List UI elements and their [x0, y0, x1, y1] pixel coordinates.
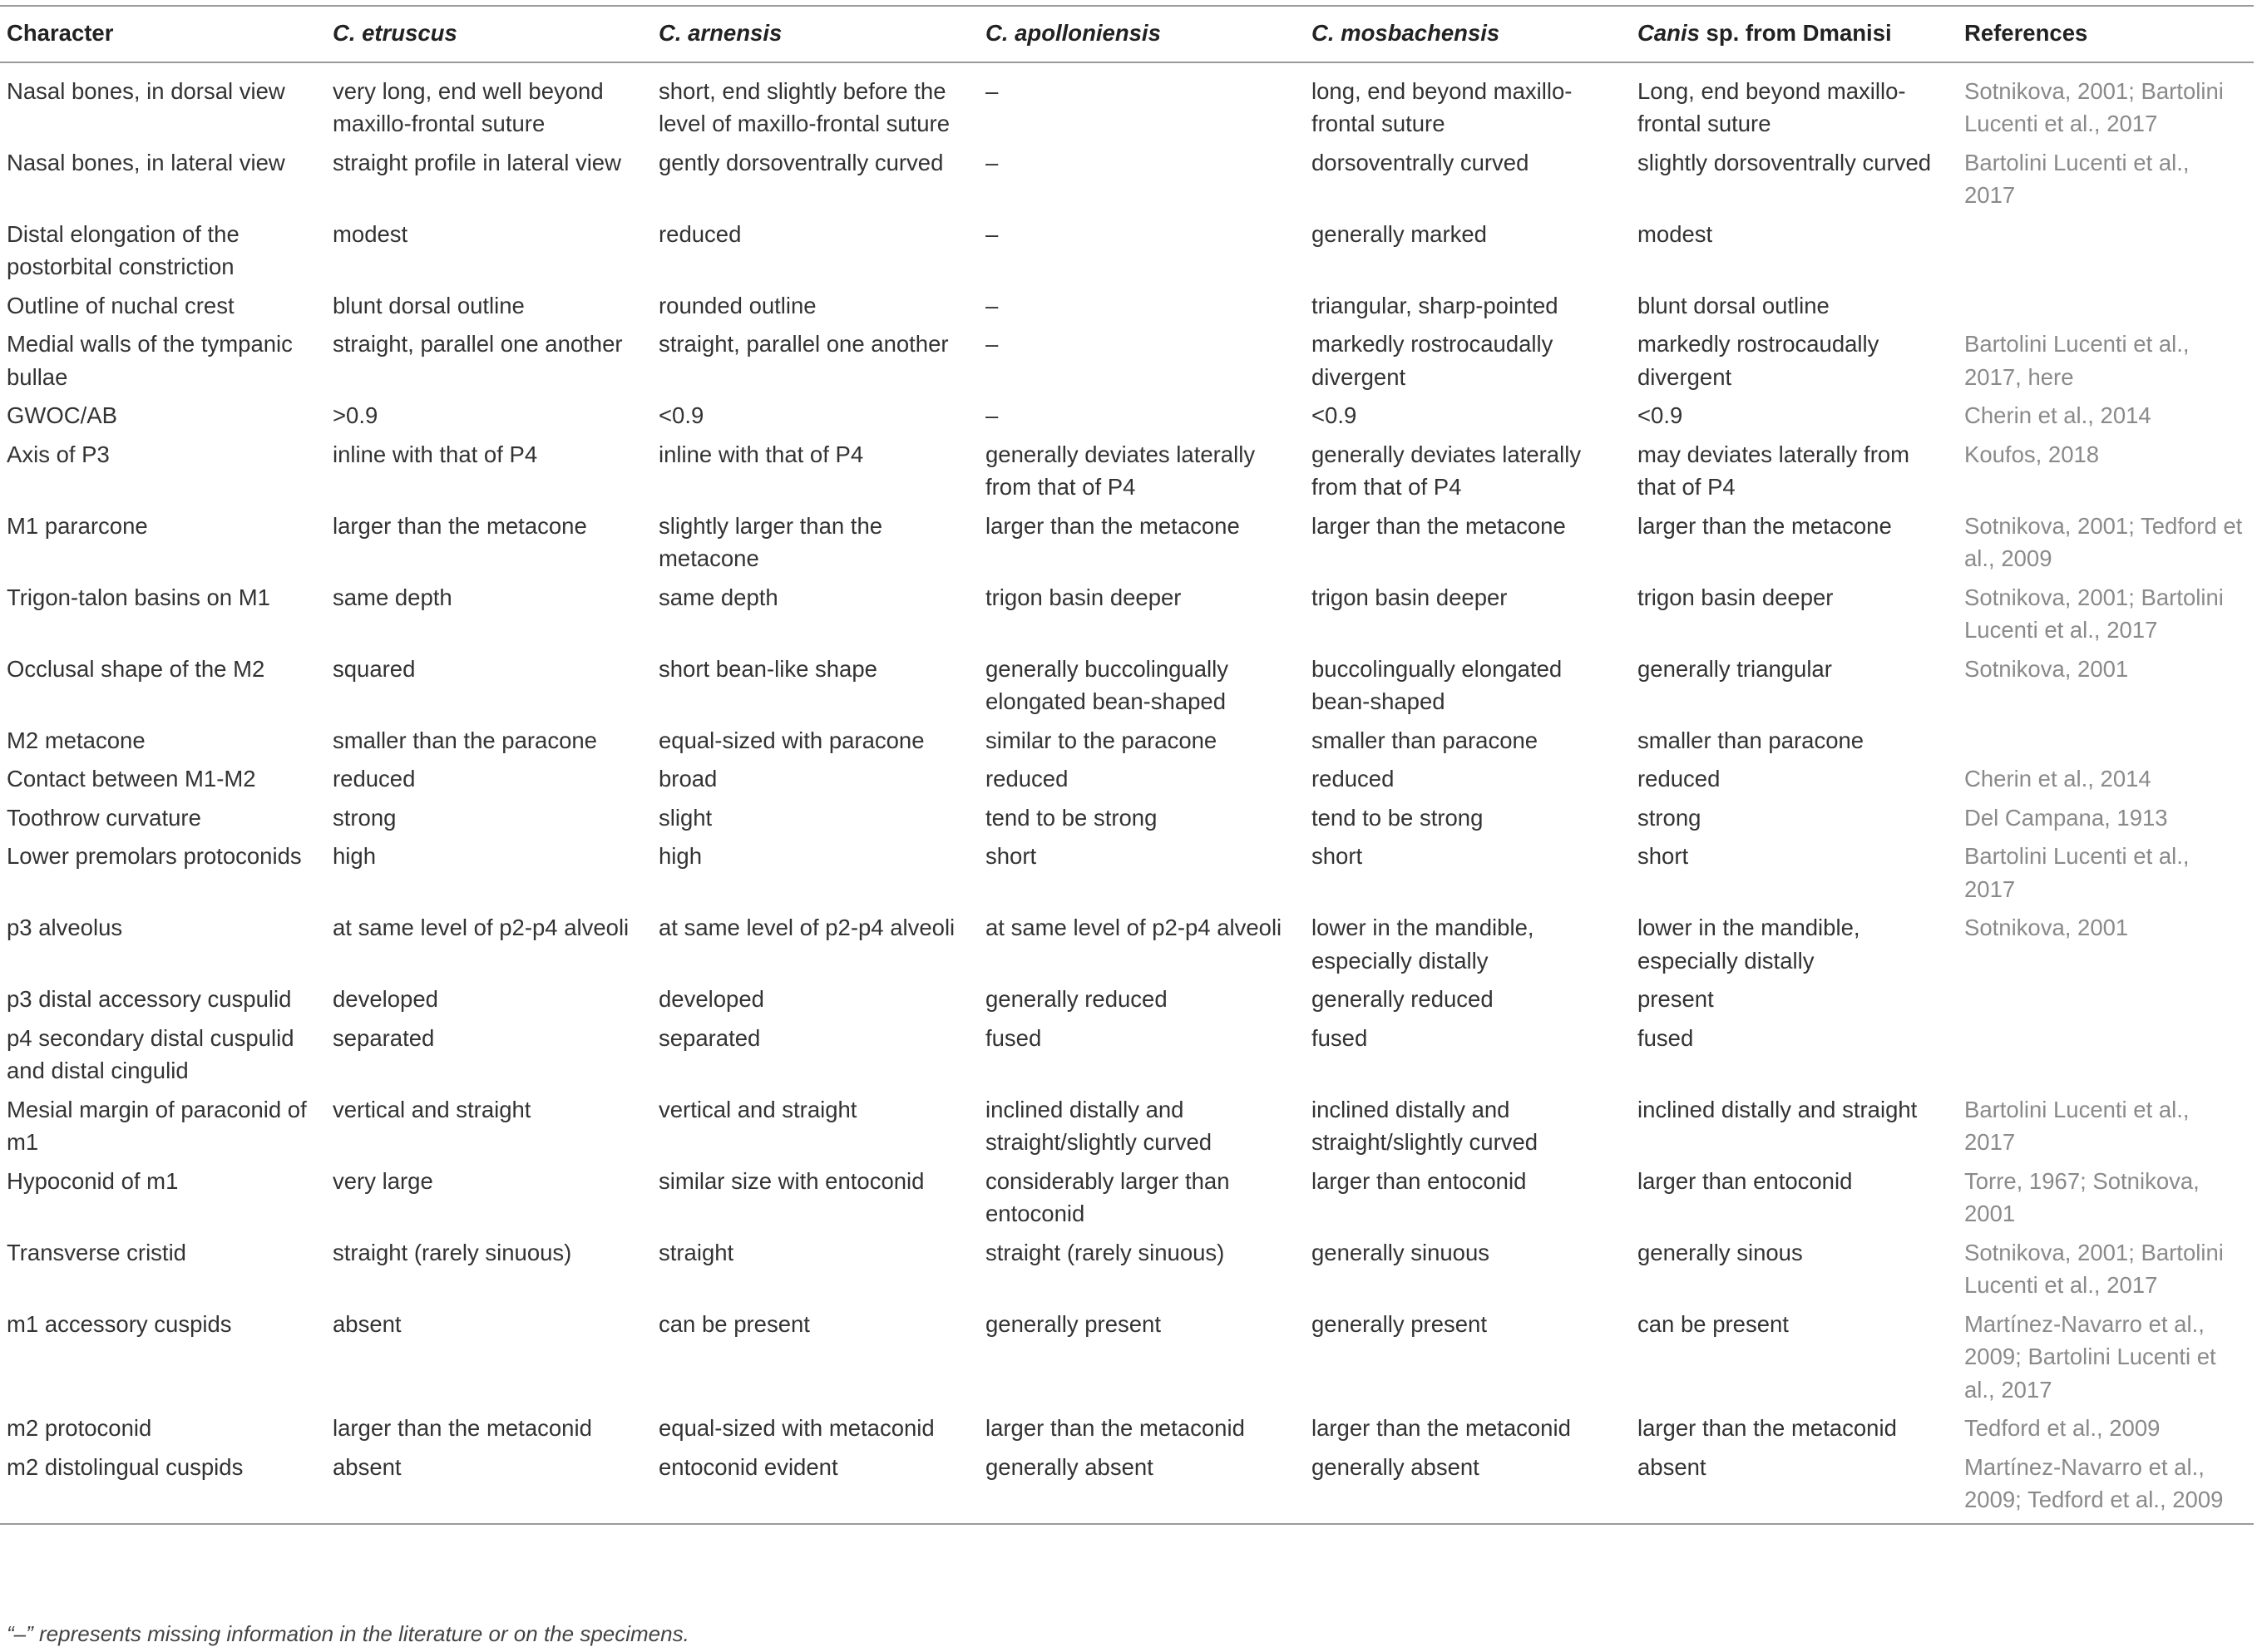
table-row: [0, 215, 2254, 286]
cell-arnensis: similar size with entoconid: [659, 1167, 925, 1194]
cell-character: GWOC/AB: [7, 402, 117, 428]
cell-references: Bartolini Lucenti et al., 2017, here: [1964, 331, 2190, 390]
cell-character: p3 alveolus: [7, 915, 123, 940]
cell-arnensis: slightly larger than the metacone: [659, 512, 883, 571]
cell-mosbachensis: short: [1311, 843, 1363, 869]
cell-references: Del Campana, 1913: [1964, 804, 2168, 831]
cell-dmanisi: slightly dorsoventrally curved: [1637, 149, 1932, 175]
cell-references: [1958, 1018, 2254, 1090]
cell-dmanisi: Long, end beyond maxillo-frontal suture: [1637, 77, 1906, 136]
cell-dmanisi: reduced: [1637, 766, 1721, 791]
cell-apolloniensis: similar to the paracone: [985, 727, 1217, 753]
table-row: [0, 908, 2254, 979]
header-apolloniensis: C. apolloniensis: [985, 20, 1161, 46]
cell-mosbachensis: larger than entoconid: [1311, 1167, 1527, 1194]
cell-mosbachensis: larger than the metaconid: [1311, 1415, 1571, 1441]
cell-apolloniensis: generally absent: [985, 1453, 1153, 1480]
cell-dmanisi: blunt dorsal outline: [1637, 292, 1830, 318]
cell-character: Outline of nuchal crest: [7, 292, 235, 318]
cell-character: Contact between M1-M2: [7, 766, 256, 791]
cell-etruscus: vertical and straight: [333, 1096, 531, 1122]
cell-arnensis: can be present: [659, 1310, 810, 1337]
cell-references: [1958, 979, 2254, 1018]
header-mosbachensis: C. mosbachensis: [1311, 20, 1500, 46]
cell-mosbachensis: reduced: [1311, 766, 1395, 791]
cell-character: Lower premolars protoconids: [7, 843, 302, 869]
header-etruscus: C. etruscus: [333, 20, 457, 46]
table-row: [0, 506, 2254, 578]
cell-dmanisi: lower in the mandible, especially distally: [1637, 915, 1860, 974]
cell-character: Medial walls of the tympanic bullae: [7, 331, 293, 390]
cell-apolloniensis: short: [985, 843, 1037, 869]
cell-character: Nasal bones, in lateral view: [7, 149, 285, 175]
cell-dmanisi: smaller than paracone: [1637, 727, 1864, 753]
cell-mosbachensis: generally present: [1311, 1310, 1487, 1337]
table-row: [0, 435, 2254, 506]
cell-arnensis: high: [659, 843, 702, 869]
cell-arnensis: developed: [659, 986, 764, 1012]
cell-dmanisi: absent: [1637, 1453, 1706, 1480]
cell-references: Sotnikova, 2001; Bartolini Lucenti et al., 2017: [1964, 1239, 2224, 1298]
cell-character: p4 secondary distal cuspulid and distal cingulid: [7, 1024, 294, 1083]
cell-arnensis: straight: [659, 1239, 734, 1265]
cell-character: m2 distolingual cuspids: [7, 1453, 244, 1480]
cell-etruscus: straight profile in lateral view: [333, 149, 621, 175]
cell-mosbachensis: generally sinuous: [1311, 1239, 1490, 1265]
cell-etruscus: >0.9: [333, 402, 378, 428]
cell-mosbachensis: tend to be strong: [1311, 804, 1484, 831]
table-row: [0, 721, 2254, 760]
cell-apolloniensis: –: [985, 292, 999, 318]
cell-mosbachensis: generally absent: [1311, 1453, 1479, 1480]
cell-mosbachensis: fused: [1311, 1024, 1368, 1051]
table-row: [0, 649, 2254, 721]
cell-dmanisi: larger than the metacone: [1637, 512, 1892, 539]
table-row: [0, 836, 2254, 908]
cell-apolloniensis: generally present: [985, 1310, 1161, 1337]
cell-etruscus: very long, end well beyond maxillo-frontal suture: [333, 77, 604, 136]
cell-arnensis: equal-sized with paracone: [659, 727, 925, 753]
cell-apolloniensis: –: [985, 331, 999, 357]
cell-character: Distal elongation of the postorbital constriction: [7, 220, 240, 279]
cell-character: Nasal bones, in dorsal view: [7, 77, 285, 104]
table-row: [0, 396, 2254, 435]
cell-apolloniensis: –: [985, 402, 999, 428]
cell-mosbachensis: generally marked: [1311, 220, 1487, 247]
cell-arnensis: slight: [659, 804, 713, 831]
cell-arnensis: inline with that of P4: [659, 441, 864, 467]
cell-character: Transverse cristid: [7, 1239, 186, 1265]
table-body: [0, 62, 2254, 1524]
cell-mosbachensis: triangular, sharp-pointed: [1311, 292, 1558, 318]
cell-apolloniensis: trigon basin deeper: [985, 584, 1182, 610]
table-row: [0, 1018, 2254, 1090]
cell-references: Bartolini Lucenti et al., 2017: [1964, 843, 2190, 902]
cell-apolloniensis: larger than the metaconid: [985, 1415, 1245, 1441]
table-row: [0, 1447, 2254, 1524]
header-references: References: [1964, 20, 2088, 46]
cell-arnensis: entoconid evident: [659, 1453, 838, 1480]
cell-character: Occlusal shape of the M2: [7, 655, 265, 682]
cell-etruscus: separated: [333, 1024, 435, 1051]
cell-character: Mesial margin of paraconid of m1: [7, 1096, 307, 1155]
cell-references: Martínez-Navarro et al., 2009; Bartolini Lucenti et al., 2017: [1964, 1310, 2216, 1403]
cell-apolloniensis: inclined distally and straight/slightly curved: [985, 1096, 1212, 1155]
cell-mosbachensis: buccolingually elongated bean-shaped: [1311, 655, 1563, 714]
cell-references: [1958, 721, 2254, 760]
cell-etruscus: blunt dorsal outline: [333, 292, 525, 318]
cell-references: Sotnikova, 2001: [1964, 655, 2129, 682]
cell-etruscus: absent: [333, 1310, 402, 1337]
table-row: [0, 324, 2254, 396]
cell-character: m1 accessory cuspids: [7, 1310, 232, 1337]
table-header-row: [0, 6, 2254, 62]
table-row: [0, 286, 2254, 325]
cell-mosbachensis: inclined distally and straight/slightly curved: [1311, 1096, 1538, 1155]
cell-arnensis: short, end slightly before the level of maxillo-frontal suture: [659, 77, 951, 136]
cell-etruscus: larger than the metaconid: [333, 1415, 592, 1441]
table-row: [0, 798, 2254, 837]
table-row: [0, 759, 2254, 798]
cell-apolloniensis: reduced: [985, 766, 1069, 791]
cell-dmanisi: <0.9: [1637, 402, 1683, 428]
cell-apolloniensis: at same level of p2-p4 alveoli: [985, 915, 1282, 940]
cell-apolloniensis: straight (rarely sinuous): [985, 1239, 1225, 1265]
cell-apolloniensis: –: [985, 149, 999, 175]
cell-arnensis: broad: [659, 766, 718, 791]
cell-etruscus: absent: [333, 1453, 402, 1480]
cell-character: M2 metacone: [7, 727, 146, 753]
cell-references: Koufos, 2018: [1964, 441, 2100, 467]
cell-etruscus: larger than the metacone: [333, 512, 587, 539]
cell-references: Bartolini Lucenti et al., 2017: [1964, 1096, 2190, 1155]
cell-references: Torre, 1967; Sotnikova, 2001: [1964, 1167, 2200, 1226]
cell-arnensis: <0.9: [659, 402, 704, 428]
cell-mosbachensis: markedly rostrocaudally divergent: [1311, 331, 1553, 390]
cell-dmanisi: markedly rostrocaudally divergent: [1637, 331, 1879, 390]
table-row: [0, 1408, 2254, 1447]
cell-apolloniensis: generally buccolingually elongated bean-shaped: [985, 655, 1228, 714]
cell-references: Sotnikova, 2001: [1964, 915, 2129, 940]
cell-etruscus: reduced: [333, 766, 416, 791]
cell-mosbachensis: generally deviates laterally from that of P4: [1311, 441, 1582, 500]
cell-dmanisi: larger than the metaconid: [1637, 1415, 1897, 1441]
cell-dmanisi: strong: [1637, 804, 1701, 831]
cell-dmanisi: present: [1637, 986, 1714, 1012]
cell-character: Axis of P3: [7, 441, 110, 467]
cell-mosbachensis: smaller than paracone: [1311, 727, 1538, 753]
cell-etruscus: developed: [333, 986, 438, 1012]
cell-character: Hypoconid of m1: [7, 1167, 179, 1194]
cell-arnensis: vertical and straight: [659, 1096, 857, 1122]
header-dmanisi: Canis sp. from Dmanisi: [1637, 20, 1892, 46]
cell-apolloniensis: –: [985, 220, 999, 247]
cell-character: Toothrow curvature: [7, 804, 201, 831]
cell-dmanisi: larger than entoconid: [1637, 1167, 1853, 1194]
cell-references: Sotnikova, 2001; Bartolini Lucenti et al., 2017: [1964, 77, 2224, 136]
cell-etruscus: same depth: [333, 584, 452, 610]
table-row: [0, 979, 2254, 1018]
cell-mosbachensis: lower in the mandible, especially distally: [1311, 915, 1534, 974]
cell-character: Trigon-talon basins on M1: [7, 584, 270, 610]
cell-references: Cherin et al., 2014: [1964, 402, 2151, 428]
cell-etruscus: straight (rarely sinuous): [333, 1239, 572, 1265]
cell-arnensis: rounded outline: [659, 292, 817, 318]
cell-arnensis: separated: [659, 1024, 761, 1051]
comparison-table: [0, 5, 2254, 1525]
cell-etruscus: modest: [333, 220, 408, 247]
cell-dmanisi: trigon basin deeper: [1637, 584, 1834, 610]
cell-mosbachensis: dorsoventrally curved: [1311, 149, 1529, 175]
cell-references: Cherin et al., 2014: [1964, 766, 2151, 791]
cell-arnensis: same depth: [659, 584, 778, 610]
cell-apolloniensis: larger than the metacone: [985, 512, 1240, 539]
cell-references: [1958, 215, 2254, 286]
cell-character: m2 protoconid: [7, 1415, 152, 1441]
table-row: [0, 143, 2254, 215]
cell-arnensis: reduced: [659, 220, 742, 247]
cell-arnensis: gently dorsoventrally curved: [659, 149, 944, 175]
cell-arnensis: short bean-like shape: [659, 655, 877, 682]
cell-dmanisi: may deviates laterally from that of P4: [1637, 441, 1910, 500]
cell-character: p3 distal accessory cuspulid: [7, 986, 292, 1012]
cell-etruscus: very large: [333, 1167, 433, 1194]
cell-etruscus: inline with that of P4: [333, 441, 538, 467]
cell-arnensis: straight, parallel one another: [659, 331, 949, 357]
cell-character: M1 pararcone: [7, 512, 148, 539]
cell-dmanisi: modest: [1637, 220, 1713, 247]
table-row: [0, 1090, 2254, 1161]
cell-apolloniensis: generally deviates laterally from that of P4: [985, 441, 1256, 500]
cell-mosbachensis: trigon basin deeper: [1311, 584, 1508, 610]
cell-apolloniensis: tend to be strong: [985, 804, 1158, 831]
cell-dmanisi: short: [1637, 843, 1689, 869]
cell-arnensis: equal-sized with metaconid: [659, 1415, 935, 1441]
cell-mosbachensis: <0.9: [1311, 402, 1357, 428]
table-row: [0, 1233, 2254, 1304]
cell-dmanisi: fused: [1637, 1024, 1694, 1051]
cell-arnensis: at same level of p2-p4 alveoli: [659, 915, 956, 940]
table-row: [0, 62, 2254, 143]
cell-etruscus: strong: [333, 804, 397, 831]
cell-mosbachensis: larger than the metacone: [1311, 512, 1566, 539]
cell-references: Martínez-Navarro et al., 2009; Tedford et al., 2009: [1964, 1453, 2224, 1512]
table-row: [0, 578, 2254, 649]
table-row: [0, 1304, 2254, 1409]
cell-etruscus: smaller than the paracone: [333, 727, 597, 753]
cell-apolloniensis: considerably larger than entoconid: [985, 1167, 1230, 1226]
table-row: [0, 1161, 2254, 1233]
cell-references: [1958, 286, 2254, 325]
cell-etruscus: at same level of p2-p4 alveoli: [333, 915, 630, 940]
header-arnensis: C. arnensis: [659, 20, 783, 46]
cell-apolloniensis: –: [985, 77, 999, 104]
cell-mosbachensis: long, end beyond maxillo-frontal suture: [1311, 77, 1573, 136]
cell-etruscus: straight, parallel one another: [333, 331, 623, 357]
cell-dmanisi: generally triangular: [1637, 655, 1832, 682]
cell-dmanisi: generally sinous: [1637, 1239, 1803, 1265]
cell-references: Bartolini Lucenti et al., 2017: [1964, 149, 2190, 208]
cell-references: Tedford et al., 2009: [1964, 1415, 2161, 1441]
cell-references: Sotnikova, 2001; Tedford et al., 2009: [1964, 512, 2243, 571]
cell-apolloniensis: fused: [985, 1024, 1042, 1051]
cell-apolloniensis: generally reduced: [985, 986, 1168, 1012]
cell-dmanisi: can be present: [1637, 1310, 1789, 1337]
cell-dmanisi: inclined distally and straight: [1637, 1096, 1918, 1122]
cell-mosbachensis: generally reduced: [1311, 986, 1494, 1012]
cell-etruscus: squared: [333, 655, 416, 682]
cell-references: Sotnikova, 2001; Bartolini Lucenti et al., 2017: [1964, 584, 2224, 643]
table-footnote: “–” represents missing information in the literature or on the specimens.: [7, 1621, 689, 1646]
cell-etruscus: high: [333, 843, 376, 869]
header-character: Character: [7, 20, 114, 46]
